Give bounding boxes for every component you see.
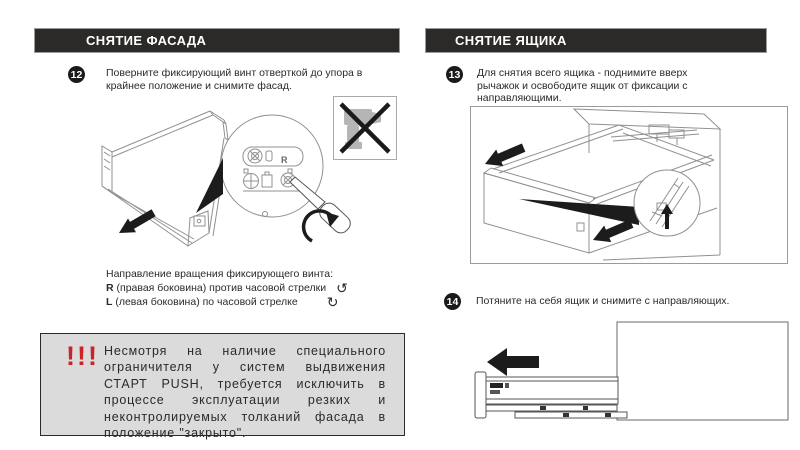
- drawer-release-diagram: [471, 107, 787, 263]
- right-side-marking-label: R: [281, 155, 288, 165]
- rotation-line-left: [106, 295, 348, 309]
- warning-box: [40, 333, 405, 441]
- step-14-text: Потяните на себя ящик и снимите с направляющих.: [476, 295, 730, 307]
- step-14-number: 14: [446, 295, 459, 308]
- section-header-drawer-label: СНЯТИЕ ЯЩИКА: [455, 33, 567, 48]
- no-power-tool-icon: [333, 96, 397, 160]
- drawer-side-view: [475, 372, 627, 418]
- pull-left-arrow-icon: [487, 348, 539, 376]
- step-12-badge: [68, 66, 85, 83]
- rotation-r-key: R: [106, 282, 114, 294]
- magnifier-pointer-wedge: [519, 199, 639, 225]
- rotation-l-key: L: [106, 296, 113, 308]
- step-13-badge: [446, 66, 463, 83]
- cabinet-side-view: [617, 322, 788, 420]
- rotation-title: Направление вращения фиксирующего винта:: [106, 268, 333, 280]
- rotation-direction-block: [106, 267, 348, 309]
- pull-direction-arrow-icon: [119, 209, 156, 233]
- step-12-number: 12: [70, 68, 83, 81]
- warning-exclamation-marks: !!!: [66, 341, 99, 371]
- pull-out-arrow-lower-icon: [593, 220, 633, 243]
- magnifier-pointer-wedge: [196, 158, 223, 213]
- step-13-number: 13: [448, 68, 461, 81]
- section-header-facade-label: СНЯТИЕ ФАСАДА: [86, 33, 207, 48]
- drawer-wireframe: [102, 111, 228, 246]
- rotation-line-right: [106, 281, 348, 295]
- counterclockwise-icon: ↺: [336, 281, 348, 297]
- section-header-facade-removal: [34, 28, 400, 53]
- section-header-drawer-removal: [425, 28, 767, 53]
- clockwise-icon: ↻: [326, 295, 339, 311]
- step-12-text: Поверните фиксирующий винт отверткой до упора в крайнее положение и снимите фасад.: [106, 67, 363, 92]
- drawer-release-diagram-frame: [470, 106, 788, 264]
- step-14-badge: [444, 293, 461, 310]
- rotation-l-text: (левая боковина) по часовой стрелке: [112, 296, 298, 308]
- step-13-text: Для снятия всего ящика - поднимите вверх рычажок и освободите ящик от фиксации с направляющими.: [477, 67, 688, 104]
- warning-text: Несмотря на наличие специального ограничителя у систем выдвижения СТАРТ PUSH, требуется исключить в процессе эксплуатации резких и неконтролируемых толканий фасада в положение "закрыто".: [104, 344, 386, 441]
- rotation-r-text: (правая боковина) против часовой стрелки: [113, 282, 327, 294]
- drawer-pull-out-diagram: [465, 320, 790, 442]
- pull-out-arrow-upper-icon: [485, 144, 525, 167]
